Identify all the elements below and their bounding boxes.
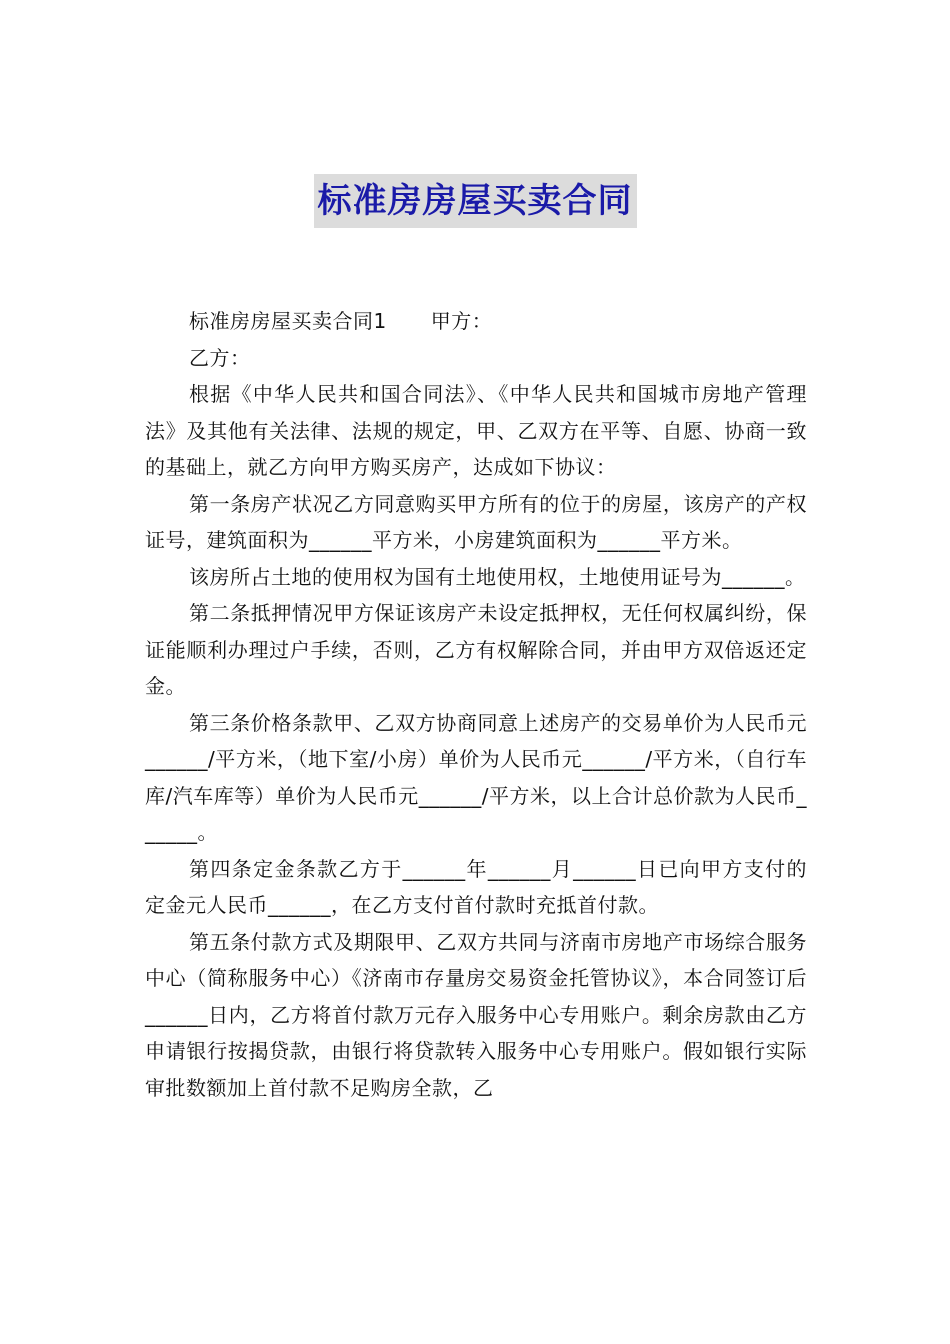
document-title: 标准房房屋买卖合同: [314, 174, 637, 228]
paragraph-preamble: 根据《中华人民共和国合同法》、《中华人民共和国城市房地产管理法》及其他有关法律、法规的规定，甲、乙双方在平等、自愿、协商一致的基础上，就乙方向甲方购买房产，达成如下协议：: [145, 382, 807, 479]
intro-line: [145, 303, 807, 340]
paragraph-article-5: 第五条付款方式及期限甲、乙双方共同与济南市房地产市场综合服务中心（简称服务中心）《济南市存量房交易资金托管协议》，本合同签订后______日内，乙方将首付款万元存入服务中心专用账户。剩余房款由乙方申请银行按揭贷款，由银行将贷款转入服务中心专用账户。假如银行实际审批数额加上首付款不足购房全款，乙: [145, 929, 807, 1100]
title-container: [0, 174, 950, 228]
paragraph-article-4: 第四条定金条款乙方于______年______月______日已向甲方支付的定金元人民币______，在乙方支付首付款时充抵首付款。: [145, 856, 807, 917]
paragraph-article-2: 第二条抵押情况甲方保证该房产未设定抵押权，无任何权属纠纷，保证能顺利办理过户手续，否则，乙方有权解除合同，并由甲方双倍返还定金。: [145, 601, 807, 698]
paragraph-article-3: 第三条价格条款甲、乙双方协商同意上述房产的交易单价为人民币元______/平方米，（地下室/小房）单价为人民币元______/平方米，（自行车库/汽车库等）单价为人民币元______/平方米，以上合计总价款为人民币______。: [145, 710, 807, 844]
paragraph-land-use: 该房所占土地的使用权为国有土地使用权，土地使用证号为______。: [189, 564, 806, 589]
party-a-label: 甲方：: [430, 309, 493, 333]
paragraph-article-1: 第一条房产状况乙方同意购买甲方所有的位于的房屋，该房产的产权证号，建筑面积为______平方米，小房建筑面积为______平方米。: [145, 491, 807, 552]
party-b-label: 乙方：: [189, 345, 251, 370]
document-body: [145, 303, 807, 1106]
intro-label: 标准房房屋买卖合同1: [189, 309, 387, 333]
